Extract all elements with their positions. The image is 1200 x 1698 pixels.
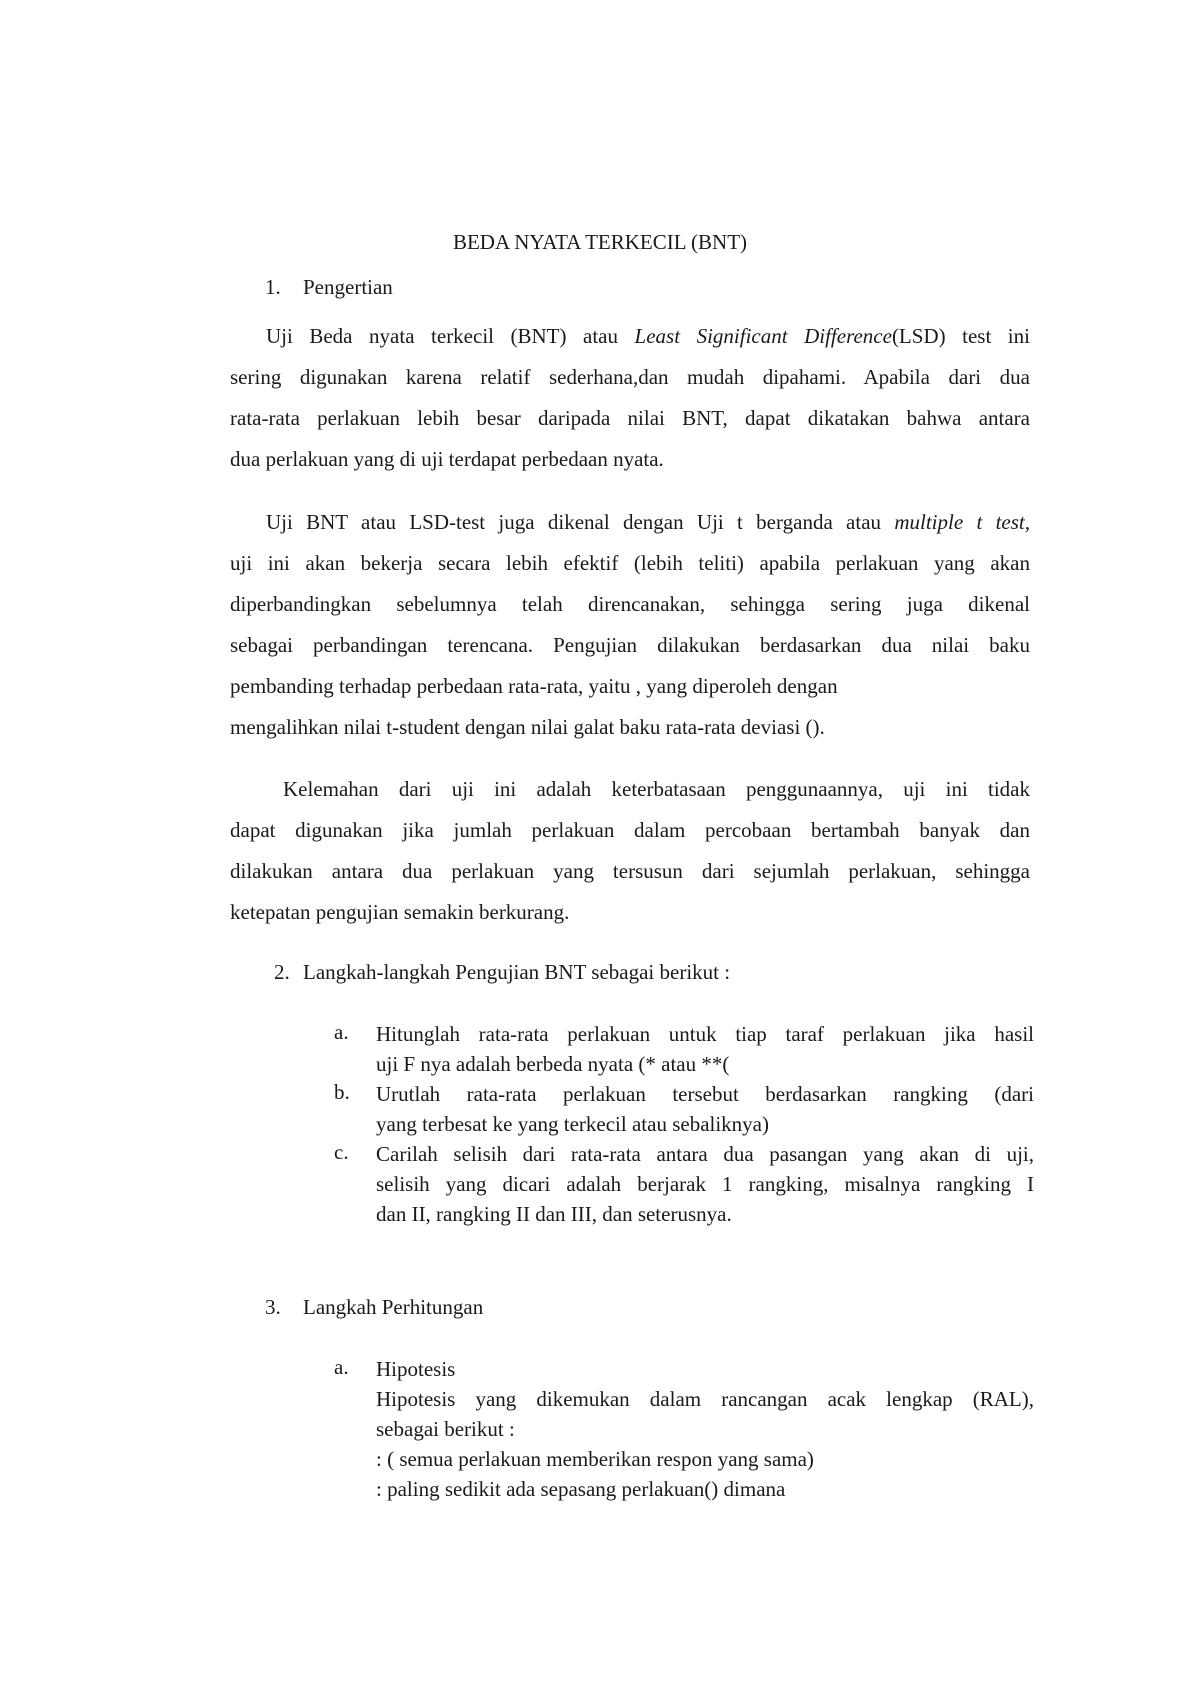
section-3-heading	[265, 1295, 483, 1320]
emphasis-term: Least Significant Difference	[634, 324, 892, 348]
list-marker: c.	[334, 1140, 349, 1164]
list-marker: a.	[334, 1020, 349, 1044]
section-2-heading	[265, 960, 730, 985]
paragraph-line: Kelemahan dari uji ini adalah keterbatasaan penggunaannya, uji ini tidak	[283, 777, 1030, 801]
list-line: Carilah selisih dari rata-rata antara dua pasangan yang akan di uji,	[376, 1142, 1034, 1166]
list-line: : paling sedikit ada sepasang perlakuan() dimana	[376, 1477, 786, 1501]
list-line: Hitunglah rata-rata perlakuan untuk tiap taraf perlakuan jika hasil	[376, 1022, 1034, 1046]
emphasis-term: multiple t test,	[894, 510, 1030, 534]
paragraph-line: pembanding terhadap perbedaan rata-rata, yaitu , yang diperoleh dengan	[230, 674, 838, 698]
paragraph-line: Uji Beda nyata terkecil (BNT) atau Least Significant Difference(LSD) test ini	[266, 324, 1030, 348]
paragraph-line: Uji BNT atau LSD-test juga dikenal dengan Uji t berganda atau multiple t test,	[266, 510, 1030, 534]
list-line: selisih yang dicari adalah berjarak 1 rangking, misalnya rangking I	[376, 1172, 1034, 1196]
section-number: 1.	[265, 275, 281, 299]
list-line: Hipotesis yang dikemukan dalam rancangan acak lengkap (RAL),	[376, 1387, 1034, 1411]
document-title: BEDA NYATA TERKECIL (BNT)	[452, 230, 748, 254]
section-title: Langkah-langkah Pengujian BNT sebagai berikut :	[303, 960, 731, 984]
section-number: 3.	[265, 1295, 281, 1319]
list-line: : ( semua perlakuan memberikan respon yang sama)	[376, 1447, 814, 1471]
paragraph-line: ketepatan pengujian semakin berkurang.	[230, 900, 570, 924]
list-line: uji F nya adalah berbeda nyata (* atau **(	[376, 1052, 730, 1076]
list-line: sebagai berikut :	[376, 1417, 515, 1441]
paragraph-line: dapat digunakan jika jumlah perlakuan dalam percobaan bertambah banyak dan	[230, 818, 1030, 842]
list-marker: a.	[334, 1355, 349, 1379]
list-line: yang terbesat ke yang terkecil atau sebaliknya)	[376, 1112, 769, 1136]
section-title: Pengertian	[303, 275, 393, 299]
list-marker: b.	[334, 1080, 350, 1104]
paragraph-line: mengalihkan nilai t-student dengan nilai galat baku rata-rata deviasi ().	[230, 715, 825, 739]
paragraph-definition	[230, 316, 1030, 480]
paragraph-line: sebagai perbandingan terencana. Pengujian dilakukan berdasarkan dua nilai baku	[230, 633, 1030, 657]
section-1-heading	[265, 275, 393, 300]
list-line: Urutlah rata-rata perlakuan tersebut berdasarkan rangking (dari	[376, 1082, 1034, 1106]
list-heading: Hipotesis	[376, 1357, 456, 1381]
section-number: 2.	[274, 960, 290, 984]
paragraph-line: dilakukan antara dua perlakuan yang tersusun dari sejumlah perlakuan, sehingga	[230, 859, 1030, 883]
list-line: dan II, rangking II dan III, dan seterusnya.	[376, 1202, 732, 1226]
paragraph-line: rata-rata perlakuan lebih besar daripada nilai BNT, dapat dikatakan bahwa antara	[230, 406, 1030, 430]
paragraph-weakness	[230, 769, 1030, 933]
paragraph-lsd-test	[230, 502, 1030, 748]
paragraph-line: sering digunakan karena relatif sederhana,dan mudah dipahami. Apabila dari dua	[230, 365, 1030, 389]
paragraph-line: dua perlakuan yang di uji terdapat perbedaan nyata.	[230, 447, 664, 471]
section-title: Langkah Perhitungan	[303, 1295, 484, 1319]
paragraph-line: uji ini akan bekerja secara lebih efektif (lebih teliti) apabila perlakuan yang akan	[230, 551, 1030, 575]
paragraph-line: diperbandingkan sebelumnya telah direncanakan, sehingga sering juga dikenal	[230, 592, 1030, 616]
